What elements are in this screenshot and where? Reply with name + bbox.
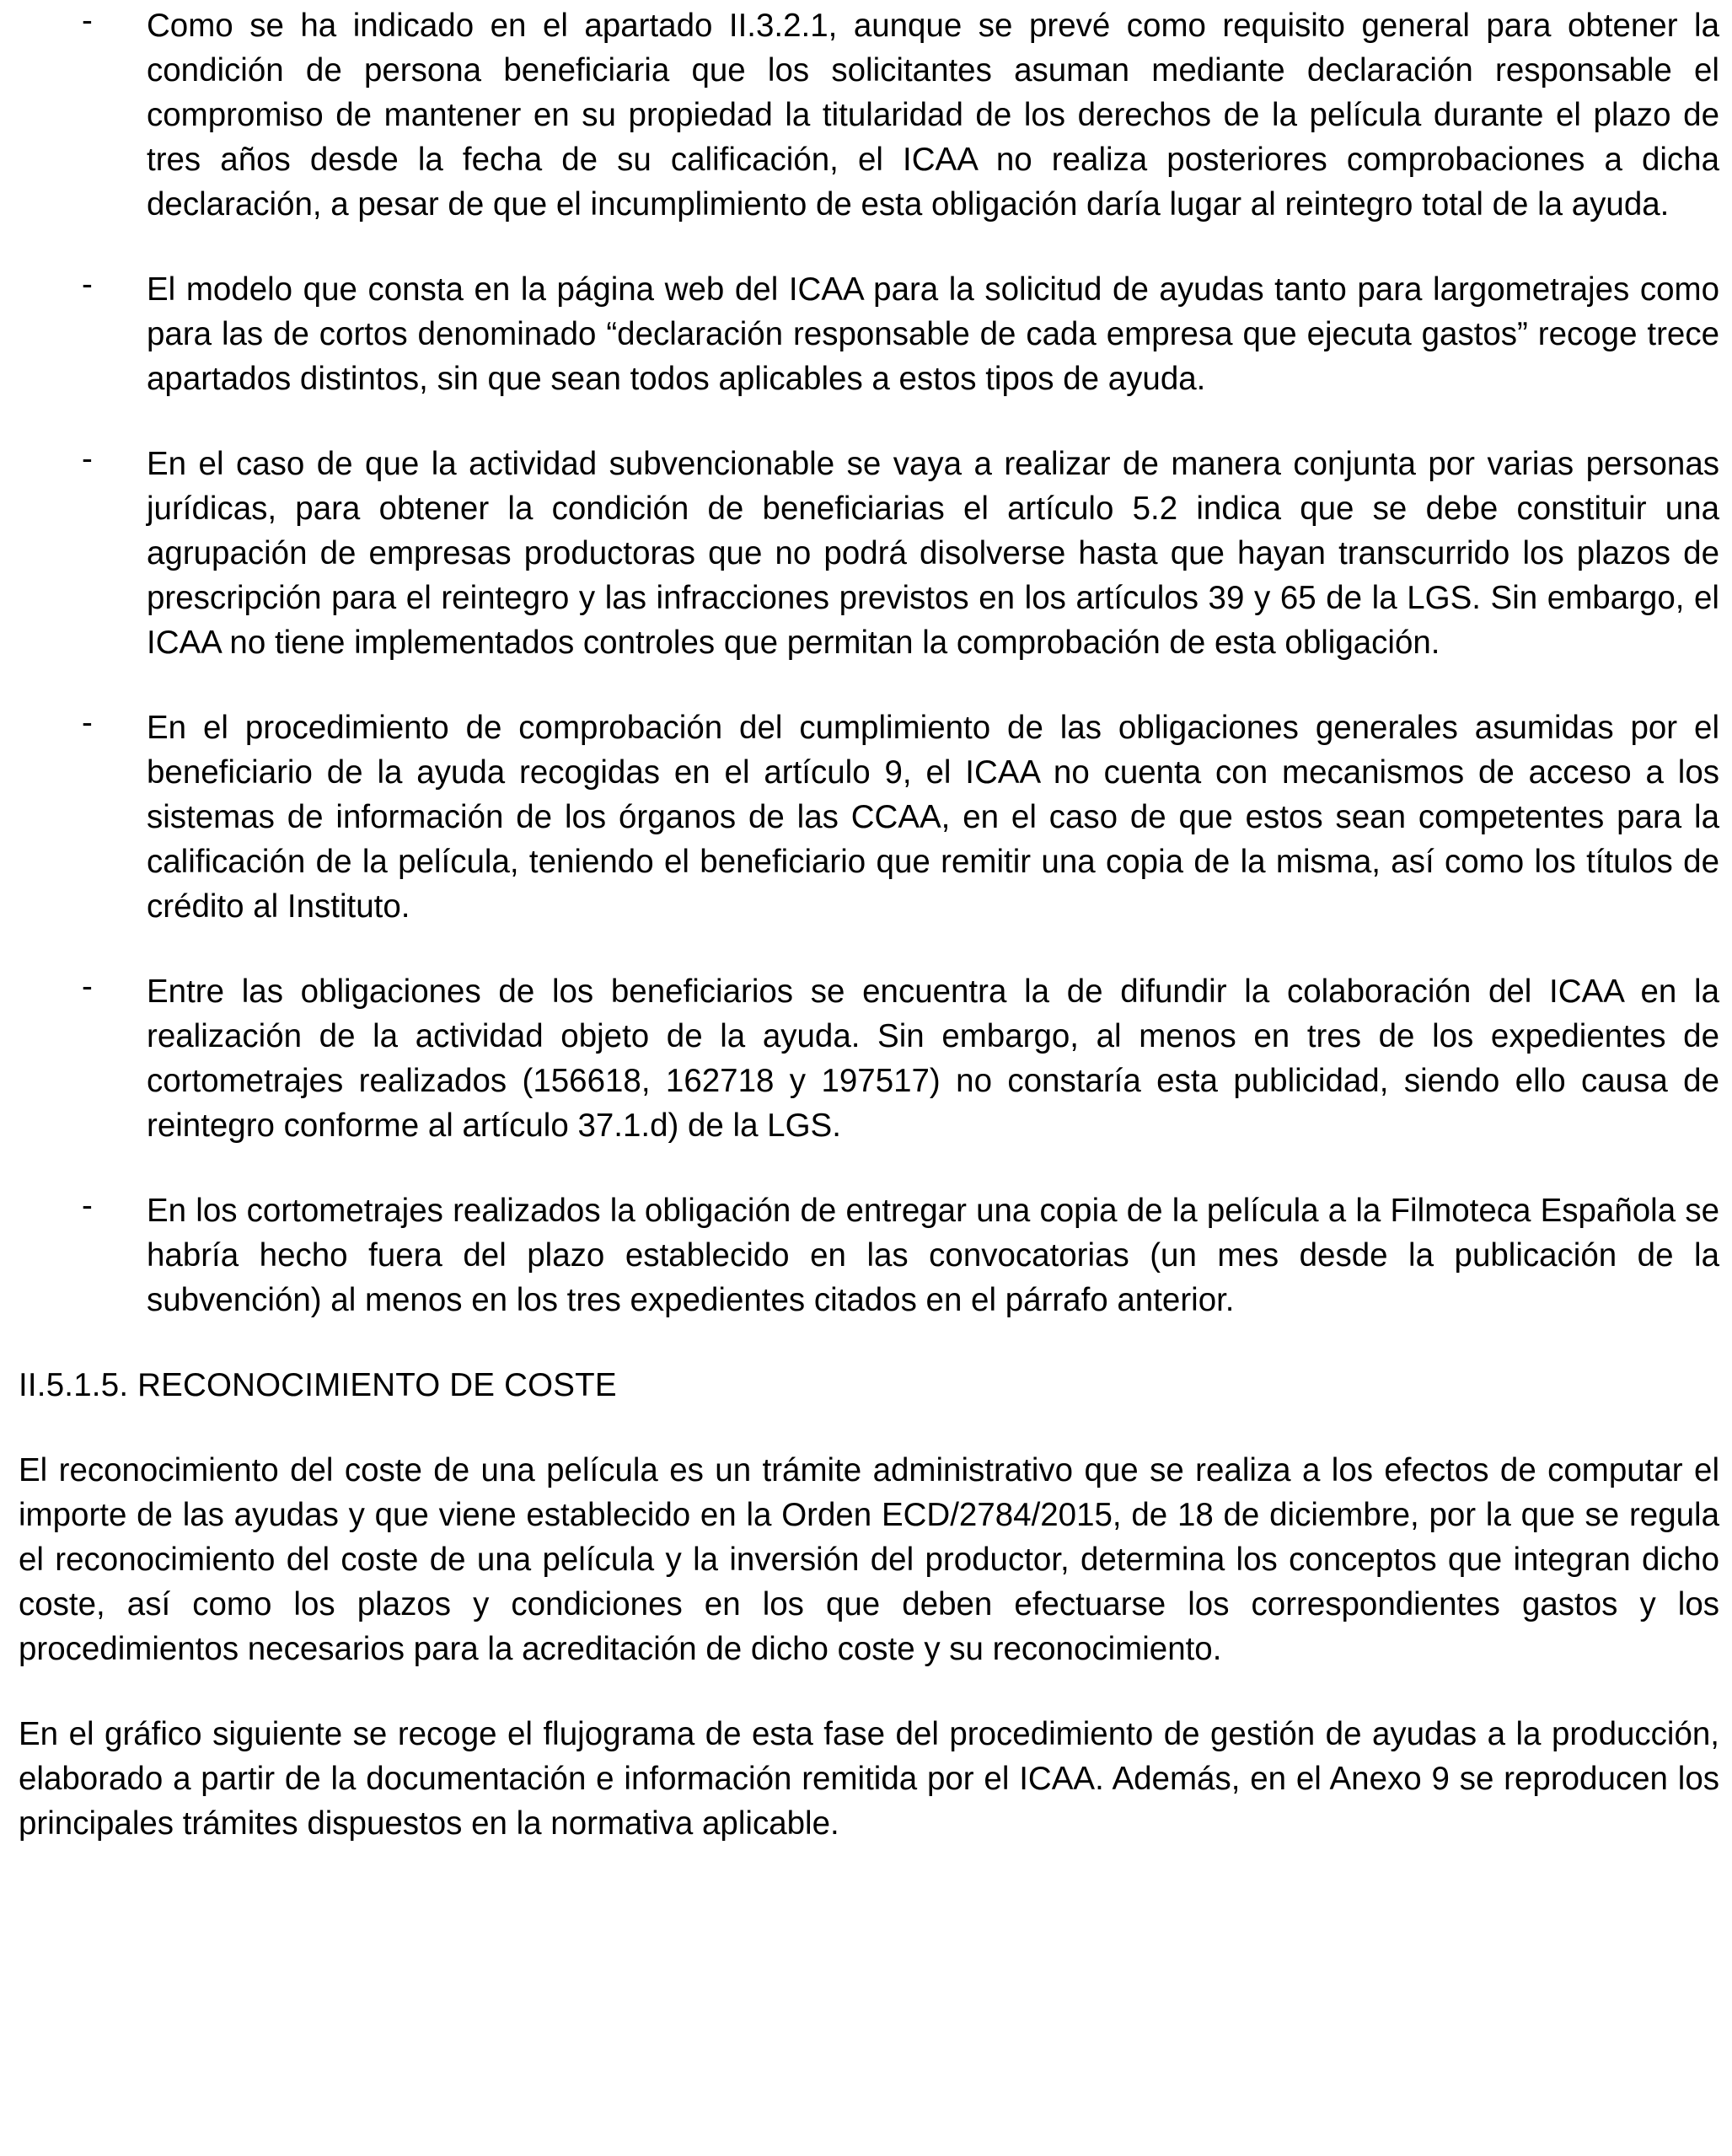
section-heading: II.5.1.5. RECONOCIMIENTO DE COSTE	[19, 1367, 617, 1403]
bullet-dash: -	[82, 705, 93, 741]
bullet-item	[19, 969, 1719, 1148]
bullet-text: En los cortometrajes realizados la obligación de entregar una copia de la película a la Filmoteca Española se habría hecho fuera del plazo establecido en las convocatorias (un mes desde la publicación de la subvención) al menos en los tres expedientes citados en el párrafo anterior.	[147, 1193, 1719, 1318]
bullet-dash: -	[82, 968, 93, 1005]
bullet-dash: -	[82, 266, 93, 303]
bullet-dash: -	[82, 441, 93, 477]
bullet-item	[19, 3, 1719, 227]
bullet-dash: -	[82, 3, 93, 39]
body-paragraph: El reconocimiento del coste de una película es un trámite administrativo que se realiza a los efectos de computar el importe de las ayudas y que viene establecido en la Orden ECD/2784/2015, de 18 de diciembre, por la que se regula el reconocimiento del coste de una película y la inversión del productor, determina los conceptos que integran dicho coste, así como los plazos y condiciones en los que deben efectuarse los correspondientes gastos y los procedimientos necesarios para la acreditación de dicho coste y su reconocimiento.	[19, 1452, 1719, 1667]
bullet-item	[19, 705, 1719, 929]
bullet-dash: -	[82, 1188, 93, 1224]
document-page	[19, 0, 1719, 1846]
bullet-text: El modelo que consta en la página web del ICAA para la solicitud de ayudas tanto para largometrajes como para las de cortos denominado “declaración responsable de cada empresa que ejecuta gastos” recoge trece apartados distintos, sin que sean todos aplicables a estos tipos de ayuda.	[147, 271, 1719, 397]
bullet-item	[19, 267, 1719, 401]
bullet-text: Entre las obligaciones de los beneficiarios se encuentra la de difundir la colaboración del ICAA en la realización de la actividad objeto de la ayuda. Sin embargo, al menos en tres de los expedientes de cortometrajes realizados (156618, 162718 y 197517) no constaría esta publicidad, siendo ello causa de reintegro conforme al artículo 37.1.d) de la LGS.	[147, 973, 1719, 1144]
bullet-text: Como se ha indicado en el apartado II.3.2.1, aunque se prevé como requisito general para obtener la condición de persona beneficiaria que los solicitantes asuman mediante declaración responsable el compromiso de mantener en su propiedad la titularidad de los derechos de la película durante el plazo de tres años desde la fecha de su calificación, el ICAA no realiza posteriores comprobaciones a dicha declaración, a pesar de que el incumplimiento de esta obligación daría lugar al reintegro total de la ayuda.	[147, 8, 1719, 223]
bullet-item	[19, 1188, 1719, 1322]
bullet-text: En el caso de que la actividad subvencionable se vaya a realizar de manera conjunta por varias personas jurídicas, para obtener la condición de beneficiarias el artículo 5.2 indica que se debe constituir una agrupación de empresas productoras que no podrá disolverse hasta que hayan transcurrido los plazos de prescripción para el reintegro y las infracciones previstos en los artículos 39 y 65 de la LGS. Sin embargo, el ICAA no tiene implementados controles que permitan la comprobación de esta obligación.	[147, 446, 1719, 661]
body-paragraph: En el gráfico siguiente se recoge el flujograma de esta fase del procedimiento de gestión de ayudas a la producción, elaborado a partir de la documentación e información remitida por el ICAA. Además, en el Anexo 9 se reproducen los principales trámites dispuestos en la normativa aplicable.	[19, 1716, 1719, 1842]
bullet-text: En el procedimiento de comprobación del cumplimiento de las obligaciones generales asumidas por el beneficiario de la ayuda recogidas en el artículo 9, el ICAA no cuenta con mecanismos de acceso a los sistemas de información de los órganos de las CCAA, en el caso de que estos sean competentes para la calificación de la película, teniendo el beneficiario que remitir una copia de la misma, así como los títulos de crédito al Instituto.	[147, 710, 1719, 925]
bullet-item	[19, 442, 1719, 665]
bullet-list	[19, 3, 1719, 1322]
